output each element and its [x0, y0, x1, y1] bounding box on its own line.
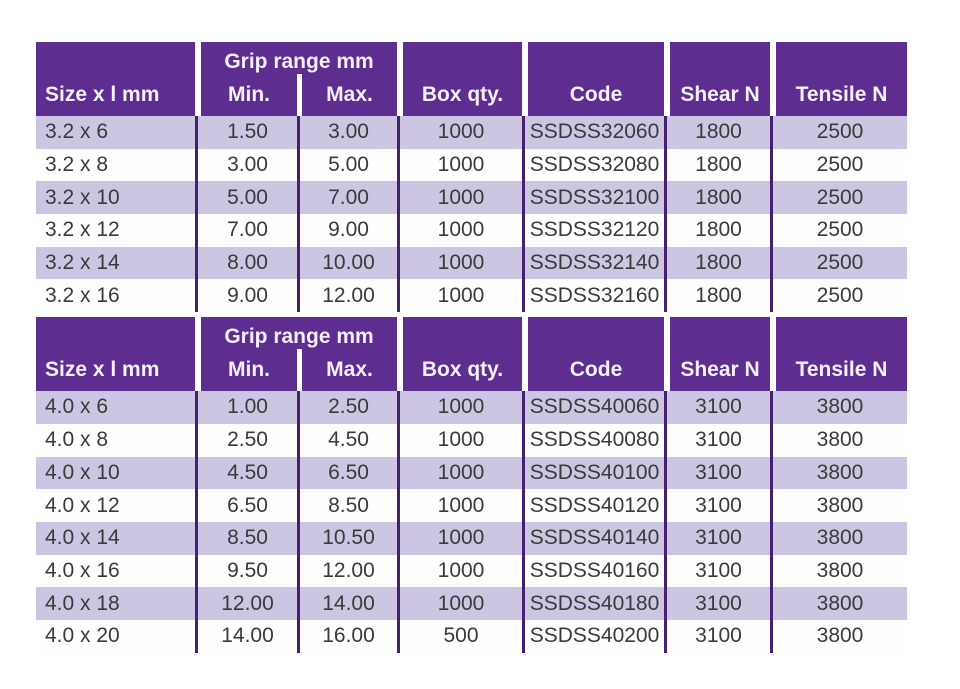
cell-size: 3.2 x 16 [36, 279, 198, 312]
cell-code: SSDSS32100 [525, 181, 667, 214]
cell-tensile: 2500 [816, 251, 864, 275]
cell-grip-min: 3.00 [198, 149, 300, 182]
cell-code: SSDSS32080 [525, 149, 667, 182]
cell-tensile: 3800 [816, 428, 864, 452]
cell-grip-max: 16.00 [300, 620, 400, 653]
cell-box-qty: 1000 [400, 116, 525, 149]
cell-code: SSDSS40080 [525, 424, 667, 457]
spec-table-4-0mm [36, 317, 907, 653]
header-grip-minmax [201, 74, 397, 116]
cell-size: 3.2 x 8 [36, 149, 198, 182]
cell-grip-min: 14.00 [198, 620, 300, 653]
cell-grip-max: 9.00 [300, 214, 400, 247]
cell-box-qty: 1000 [400, 522, 525, 555]
cell-grip-min: 8.50 [198, 522, 300, 555]
header-box-qty: Box qty. [403, 42, 522, 116]
spec-table-3-2mm [36, 42, 907, 312]
cell-shear: 3100 [667, 522, 773, 555]
header-grip-range-label: Grip range mm [224, 50, 374, 73]
table-row [36, 116, 907, 149]
cell-code: SSDSS40200 [525, 620, 667, 653]
table-body [36, 116, 907, 312]
cell-box-qty: 1000 [400, 391, 525, 424]
cell-tensile: 3800 [816, 493, 864, 517]
cell-box-qty: 1000 [400, 214, 525, 247]
cell-grip-min: 1.00 [198, 391, 300, 424]
cell-grip-max: 12.00 [300, 279, 400, 312]
header-tensile: Tensile N [776, 42, 907, 116]
cell-grip-min: 6.50 [198, 489, 300, 522]
cell-size: 3.2 x 12 [36, 214, 198, 247]
table-row [36, 247, 907, 280]
table-row [36, 214, 907, 247]
cell-tensile: 2500 [816, 185, 864, 209]
cell-grip-max: 14.00 [300, 587, 400, 620]
header-tensile: Tensile N [776, 317, 907, 391]
cell-shear: 1800 [667, 149, 773, 182]
table-row [36, 522, 907, 555]
cell-box-qty: 1000 [400, 279, 525, 312]
cell-code: SSDSS32140 [525, 247, 667, 280]
cell-code: SSDSS40060 [525, 391, 667, 424]
table-row [36, 555, 907, 588]
cell-code: SSDSS40140 [525, 522, 667, 555]
cell-grip-min: 2.50 [198, 424, 300, 457]
cell-tensile: 3800 [816, 395, 864, 419]
cell-tensile: 3800 [816, 526, 864, 550]
cell-grip-min: 8.00 [198, 247, 300, 280]
cell-grip-min: 5.00 [198, 181, 300, 214]
cell-size: 4.0 x 10 [36, 457, 198, 490]
cell-shear: 3100 [667, 457, 773, 490]
cell-grip-max: 12.00 [300, 555, 400, 588]
cell-code: SSDSS32060 [525, 116, 667, 149]
cell-size: 4.0 x 18 [36, 587, 198, 620]
cell-grip-max: 5.00 [300, 149, 400, 182]
header-max: Max. [326, 83, 373, 106]
cell-size: 4.0 x 12 [36, 489, 198, 522]
cell-grip-min: 4.50 [198, 457, 300, 490]
cell-tensile: 3800 [816, 460, 864, 484]
cell-code: SSDSS40180 [525, 587, 667, 620]
cell-box-qty: 1000 [400, 587, 525, 620]
cell-size: 3.2 x 6 [36, 116, 198, 149]
cell-shear: 3100 [667, 424, 773, 457]
cell-size: 4.0 x 14 [36, 522, 198, 555]
cell-grip-min: 9.00 [198, 279, 300, 312]
header-grip-range-label: Grip range mm [224, 325, 374, 349]
header-grip-range [201, 42, 397, 116]
cell-size: 4.0 x 16 [36, 555, 198, 588]
cell-shear: 1800 [667, 214, 773, 247]
cell-grip-max: 10.50 [300, 522, 400, 555]
table-row [36, 489, 907, 522]
cell-tensile: 3800 [816, 558, 864, 582]
header-code: Code [528, 317, 664, 391]
header-grip-minmax [201, 349, 397, 391]
header-code: Code [528, 42, 664, 116]
cell-shear: 1800 [667, 116, 773, 149]
cell-grip-max: 6.50 [300, 457, 400, 490]
cell-size: 4.0 x 6 [36, 391, 198, 424]
table-row [36, 149, 907, 182]
cell-shear: 3100 [667, 391, 773, 424]
cell-box-qty: 1000 [400, 181, 525, 214]
cell-tensile: 2500 [816, 153, 864, 177]
cell-box-qty: 1000 [400, 247, 525, 280]
table-row [36, 279, 907, 312]
cell-code: SSDSS40120 [525, 489, 667, 522]
cell-shear: 3100 [667, 555, 773, 588]
cell-shear: 1800 [667, 181, 773, 214]
cell-grip-max: 3.00 [300, 116, 400, 149]
header-size: Size x l mm [36, 317, 195, 391]
header-size: Size x l mm [36, 42, 195, 116]
cell-shear: 3100 [667, 587, 773, 620]
cell-grip-max: 4.50 [300, 424, 400, 457]
cell-box-qty: 1000 [400, 555, 525, 588]
cell-grip-max: 8.50 [300, 489, 400, 522]
cell-shear: 3100 [667, 620, 773, 653]
cell-code: SSDSS40160 [525, 555, 667, 588]
cell-tensile: 2500 [816, 218, 864, 242]
cell-code: SSDSS32160 [525, 279, 667, 312]
cell-shear: 1800 [667, 247, 773, 280]
cell-tensile: 2500 [816, 283, 864, 307]
cell-grip-min: 1.50 [198, 116, 300, 149]
cell-size: 4.0 x 20 [36, 620, 198, 653]
header-grip-range [201, 317, 397, 391]
cell-grip-max: 10.00 [300, 247, 400, 280]
table-row [36, 587, 907, 620]
table-body [36, 391, 907, 653]
cell-size: 3.2 x 14 [36, 247, 198, 280]
header-min: Min. [228, 83, 270, 106]
cell-grip-max: 7.00 [300, 181, 400, 214]
header-min: Min. [228, 358, 270, 382]
cell-grip-min: 7.00 [198, 214, 300, 247]
table-header [36, 42, 907, 116]
header-max: Max. [326, 358, 373, 382]
cell-code: SSDSS32120 [525, 214, 667, 247]
table-row [36, 391, 907, 424]
table-row [36, 620, 907, 653]
cell-box-qty: 1000 [400, 457, 525, 490]
cell-grip-max: 2.50 [300, 391, 400, 424]
cell-shear: 1800 [667, 279, 773, 312]
cell-size: 3.2 x 10 [36, 181, 198, 214]
table-header [36, 317, 907, 391]
cell-box-qty: 500 [400, 620, 525, 653]
cell-tensile: 2500 [816, 120, 864, 144]
cell-tensile: 3800 [816, 591, 864, 615]
cell-grip-min: 12.00 [198, 587, 300, 620]
table-row [36, 424, 907, 457]
cell-box-qty: 1000 [400, 149, 525, 182]
cell-box-qty: 1000 [400, 489, 525, 522]
header-box-qty: Box qty. [403, 317, 522, 391]
table-row [36, 181, 907, 214]
cell-size: 4.0 x 8 [36, 424, 198, 457]
cell-grip-min: 9.50 [198, 555, 300, 588]
header-shear: Shear N [670, 42, 770, 116]
cell-box-qty: 1000 [400, 424, 525, 457]
cell-tensile: 3800 [816, 624, 864, 648]
cell-shear: 3100 [667, 489, 773, 522]
table-row [36, 457, 907, 490]
cell-code: SSDSS40100 [525, 457, 667, 490]
header-shear: Shear N [670, 317, 770, 391]
tables-container [36, 42, 907, 653]
